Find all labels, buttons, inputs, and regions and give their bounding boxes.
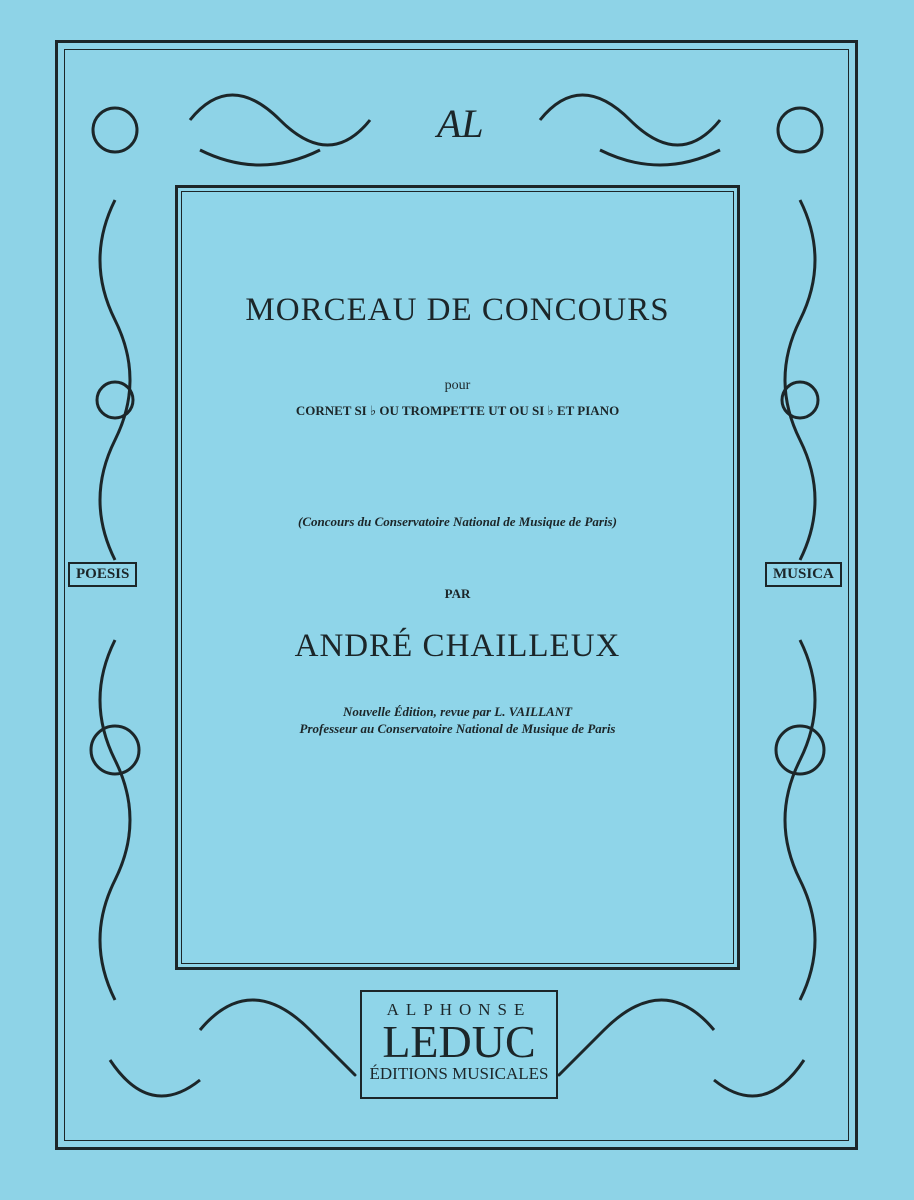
publisher-monogram: AL	[437, 101, 484, 146]
contest-note: (Concours du Conservatoire National de Musique de Paris)	[298, 514, 617, 529]
publisher-name: LEDUC	[382, 1016, 536, 1067]
publisher-cartouche	[360, 990, 558, 1099]
reviser-title: Professeur au Conservatoire National de Musique de Paris	[299, 721, 616, 736]
composer-name: ANDRÉ CHAILLEUX	[294, 628, 621, 664]
publisher-tagline: ÉDITIONS MUSICALES	[369, 1064, 549, 1083]
instrumentation: CORNET SI ♭ OU TROMPETTE UT OU SI ♭ ET PIANO	[295, 403, 620, 418]
edition-note: Nouvelle Édition, revue par L. VAILLANT	[342, 704, 573, 719]
work-title: MORCEAU DE CONCOURS	[245, 292, 670, 328]
publisher-first-name: ALPHONSE	[386, 1000, 532, 1019]
poesis-label: POESIS	[68, 562, 137, 587]
pour-text: pour	[444, 378, 471, 393]
par-text: PAR	[444, 586, 471, 601]
musica-label: MUSICA	[765, 562, 842, 587]
